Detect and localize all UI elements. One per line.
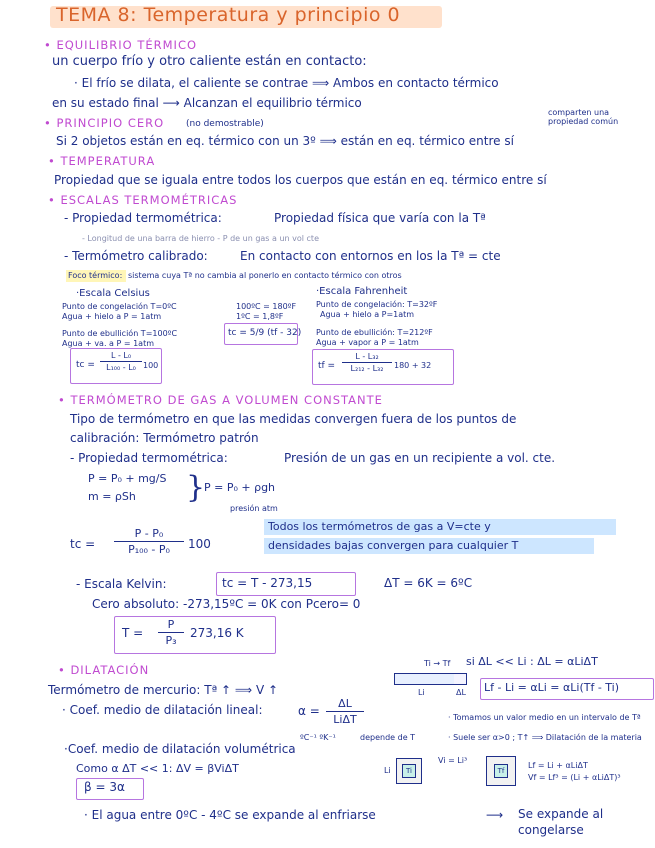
alpha-lhs: α =	[298, 704, 320, 718]
section-dilatacion: • DILATACIÓN	[58, 663, 150, 677]
tc-gas-lhs: tc =	[70, 537, 96, 551]
dil-condition: si ΔL << Li : ΔL = αLiΔT	[466, 655, 598, 668]
gas-line-2: calibración: Termómetro patrón	[70, 431, 259, 445]
tf-denominator: L₂₁₂ - L₃₂	[350, 364, 384, 373]
section-temperatura: • TEMPERATURA	[48, 154, 156, 168]
section-escalas: • ESCALAS TERMOMÉTRICAS	[48, 193, 238, 207]
fahr-line-3: Punto de ebullición: T=212ºF	[316, 328, 433, 337]
foco-definition: sistema cuya Tª no cambia al ponerlo en contacto térmico con otros	[128, 271, 402, 280]
fahr-line-1: Punto de congelación: T=32ºF	[316, 300, 438, 309]
tc-gas-fraction	[114, 527, 184, 556]
gas-note-2: densidades bajas convergen para cualquier T	[268, 539, 519, 552]
cube-final-inner: Tf	[494, 764, 508, 778]
beta-formula: β = 3α	[84, 780, 125, 794]
t-denominator: P₃	[165, 634, 177, 647]
tf-fraction	[342, 352, 392, 373]
eq-line-3: en su estado final ⟶ Alcanzan el equilibrio térmico	[52, 96, 362, 110]
como-line: Como α ΔT << 1: ΔV = βViΔT	[76, 762, 239, 775]
cube-initial-inner: Ti	[402, 764, 416, 778]
agua-result-2: congelarse	[518, 823, 584, 837]
tc-numerator: L - L₀	[110, 351, 132, 360]
cube-vi-label: Vi = Li³	[438, 756, 468, 765]
tf-numerator: L - L₃₂	[355, 352, 379, 361]
bar-extension	[454, 673, 467, 685]
pc-side-note: comparten una propiedad común	[548, 108, 619, 126]
agua-line: · El agua entre 0ºC - 4ºC se expande al enfriarse	[84, 808, 376, 822]
kelvin-label: - Escala Kelvin:	[76, 577, 167, 591]
t-lhs: T =	[122, 626, 144, 640]
dil-box-text: Lf - Li = αLi = αLi(Tf - Ti)	[484, 681, 620, 694]
calib-definition: En contacto con entornos en los la Tª = cte	[240, 249, 501, 263]
gas-note-1: Todos los termómetros de gas a V=cte y	[268, 520, 491, 533]
alpha-denominator: LiΔT	[333, 713, 357, 726]
cube-formula-2: Vf = Lf³ = (Li + αLiΔT)³	[528, 773, 621, 782]
fahr-title: ·Escala Fahrenheit	[316, 286, 408, 297]
tc-multiplier: 100	[143, 361, 159, 370]
tf-lhs: tf =	[318, 361, 336, 371]
agua-result-1: Se expande al	[518, 807, 604, 821]
t-numerator: P	[167, 618, 175, 631]
eq-line-2: · El frío se dilata, el caliente se contrae ⟹ Ambos en contacto térmico	[74, 76, 499, 90]
coef-lineal-label: · Coef. medio de dilatación lineal:	[62, 703, 263, 717]
gas-prop-label: - Propiedad termométrica:	[70, 451, 228, 465]
alpha-note-1: · Tomamos un valor medio en un intervalo de Tª	[448, 713, 641, 722]
tc-gas-denominator: P₁₀₀ - P₀	[128, 543, 170, 556]
gas-eq-2: m = ρSh	[88, 490, 136, 503]
celsius-line-3: Punto de ebullición T=100ºC	[62, 329, 178, 338]
eq-line-1: un cuerpo frío y otro caliente están en contacto:	[52, 54, 367, 69]
prop-examples: - Longitud de una barra de hierro - P de un gas a un vol cte	[82, 234, 319, 243]
prop-definition: Propiedad física que varía con la Tª	[274, 211, 486, 225]
celsius-line-1: Punto de congelación T=0ºC	[62, 302, 177, 311]
section-principio-cero: • PRINCIPIO CERO	[44, 116, 165, 130]
kelvin-formula: tc = T - 273,15	[222, 576, 313, 590]
tc-fraction	[100, 351, 142, 372]
foco-label: Foco térmico:	[68, 271, 123, 280]
fahr-line-2: Agua + hielo a P=1atm	[320, 310, 415, 319]
bar-dl-label: ΔL	[456, 688, 466, 697]
conversion-formula: tc = 5/9 (tf - 32)	[228, 328, 302, 338]
celsius-line-4: Agua + va. a P = 1atm	[62, 339, 155, 348]
mercurio-line: Termómetro de mercurio: Tª ↑ ⟹ V ↑	[48, 683, 279, 697]
gas-eq-1: P = P₀ + mg/S	[88, 472, 167, 485]
section-equilibrio: • EQUILIBRIO TÉRMICO	[44, 38, 198, 52]
section-termometro-gas: • TERMÓMETRO DE GAS A VOLUMEN CONSTANTE	[58, 393, 383, 407]
celsius-title: ·Escala Celsius	[76, 288, 150, 299]
conversion-line-2: 1ºC = 1,8ºF	[236, 312, 284, 321]
celsius-line-2: Agua + hielo a P = 1atm	[62, 312, 162, 321]
fahr-line-4: Agua + vapor a P = 1atm	[316, 338, 419, 347]
bar-initial	[394, 673, 456, 685]
temp-line-1: Propiedad que se iguala entre todos los cuerpos que están en eq. térmico entre sí	[54, 173, 547, 187]
tc-gas-numerator: P - P₀	[134, 527, 164, 540]
conversion-line-1: 100ºC = 180ºF	[236, 302, 297, 311]
calib-label: - Termómetro calibrado:	[64, 249, 208, 263]
page-title: TEMA 8: Temperatura y principio 0	[56, 4, 401, 26]
bar-temp-label: Ti → Tf	[424, 659, 451, 668]
alpha-numerator: ΔL	[338, 697, 352, 710]
cube-li-label: Li	[384, 766, 391, 775]
t-multiplier: 273,16 K	[190, 626, 244, 640]
brace: }	[186, 470, 206, 505]
alpha-units: ºC⁻¹ ºK⁻¹	[300, 733, 336, 742]
prop-label: - Propiedad termométrica:	[64, 211, 222, 225]
gas-eq-3: P = P₀ + ρgh	[204, 481, 276, 494]
cube-formula-1: Lf = Li + αLiΔT	[528, 761, 588, 770]
alpha-fraction	[326, 697, 364, 726]
gas-eq-4: presión atm	[230, 504, 278, 513]
agua-arrow: ⟶	[486, 808, 504, 822]
kelvin-delta: ΔT = 6K = 6ºC	[384, 576, 473, 590]
gas-line-1: Tipo de termómetro en que las medidas convergen fuera de los puntos de	[70, 412, 517, 426]
tf-multiplier: 180 + 32	[394, 361, 432, 370]
bar-li-label: Li	[418, 688, 425, 697]
tc-denominator: L₁₀₀ - L₀	[106, 363, 136, 372]
coef-vol-label: ·Coef. medio de dilatación volumétrica	[64, 742, 296, 756]
alpha-depends: depende de T	[360, 733, 416, 742]
tc-lhs: tc =	[76, 360, 95, 370]
alpha-note-2: · Suele ser α>0 ; T↑ ⟹ Dilatación de la materia	[448, 733, 642, 742]
gas-prop-definition: Presión de un gas en un recipiente a vol. cte.	[284, 451, 556, 465]
tc-gas-multiplier: 100	[188, 537, 211, 551]
pc-note: (no demostrable)	[186, 119, 264, 129]
pc-line-1: Si 2 objetos están en eq. térmico con un 3º ⟹ están en eq. térmico entre sí	[56, 134, 514, 148]
cero-absoluto: Cero absoluto: -273,15ºC = 0K con Pcero= 0	[92, 597, 361, 611]
t-fraction	[158, 618, 184, 647]
